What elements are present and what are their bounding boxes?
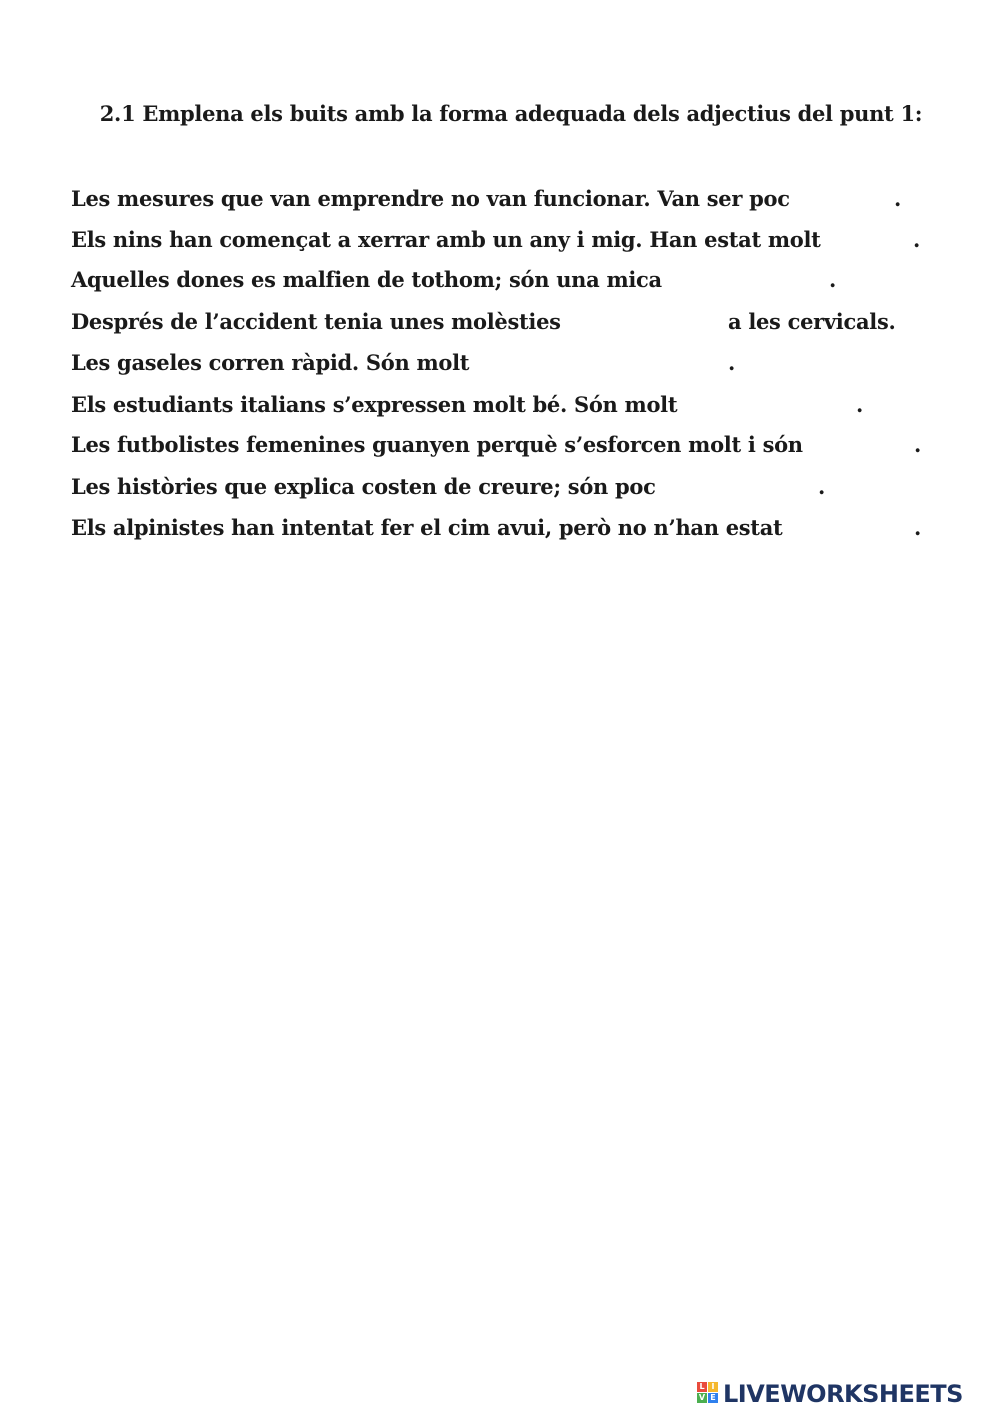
sentence-start: Les gaseles corren ràpid. Són molt <box>71 350 470 375</box>
answer-blank[interactable] <box>635 267 828 293</box>
logo-mark-icon <box>697 1382 719 1404</box>
answer-blank[interactable] <box>748 515 916 541</box>
liveworksheets-logo[interactable] <box>697 1378 993 1410</box>
sentence-start: Després de l’accident tenia unes molèsties <box>71 309 561 334</box>
logo-letter: E <box>708 1393 718 1403</box>
sentence-end: . <box>728 350 736 375</box>
sentence-start: Aquelles dones es malfien de tothom; són una mica <box>71 267 662 292</box>
sentence-end: . <box>856 392 864 417</box>
logo-letter: V <box>698 1393 706 1402</box>
exercise-line <box>0 348 1000 378</box>
answer-blank[interactable] <box>538 309 728 335</box>
sentence-end: . <box>913 227 921 252</box>
exercise-list <box>0 0 1000 560</box>
sentence-end: a les cervicals. <box>728 309 896 334</box>
exercise-line <box>0 472 1000 502</box>
answer-blank[interactable] <box>780 227 913 253</box>
sentence-start: Els alpinistes han intentat fer el cim avui, però no n’han estat <box>71 515 783 540</box>
sentence-end: . <box>829 267 837 292</box>
exercise-line <box>0 307 1000 337</box>
sentence-end: . <box>914 515 922 540</box>
sentence-end: . <box>818 474 826 499</box>
answer-blank[interactable] <box>755 186 893 212</box>
exercise-line <box>0 390 1000 420</box>
logo-letter: I <box>708 1382 718 1392</box>
page-title: 2.1 Emplena els buits amb la forma adequada dels adjectius del punt 1: <box>99 101 923 126</box>
sentence-start: Les mesures que van emprendre no van funcionar. Van ser poc <box>71 186 790 211</box>
brand-name: LIVEWORKSHEETS <box>723 1380 963 1408</box>
exercise-line <box>0 265 1000 295</box>
answer-blank[interactable] <box>625 474 818 500</box>
logo-letter: L <box>697 1382 707 1392</box>
sentence-start: Els estudiants italians s’expressen molt bé. Són molt <box>71 392 678 417</box>
exercise-line <box>0 513 1000 543</box>
answer-blank[interactable] <box>452 350 725 376</box>
sentence-end: . <box>894 186 902 211</box>
exercise-line <box>0 225 1000 255</box>
exercise-line <box>0 430 1000 460</box>
answer-blank[interactable] <box>653 392 856 418</box>
answer-blank[interactable] <box>772 432 915 458</box>
sentence-start: Els nins han començat a xerrar amb un any i mig. Han estat molt <box>71 227 821 252</box>
sentence-start: Les històries que explica costen de creure; són poc <box>71 474 656 499</box>
sentence-start: Les futbolistes femenines guanyen perquè s’esforcen molt i són <box>71 432 803 457</box>
sentence-end: . <box>914 432 922 457</box>
exercise-line <box>0 184 1000 214</box>
